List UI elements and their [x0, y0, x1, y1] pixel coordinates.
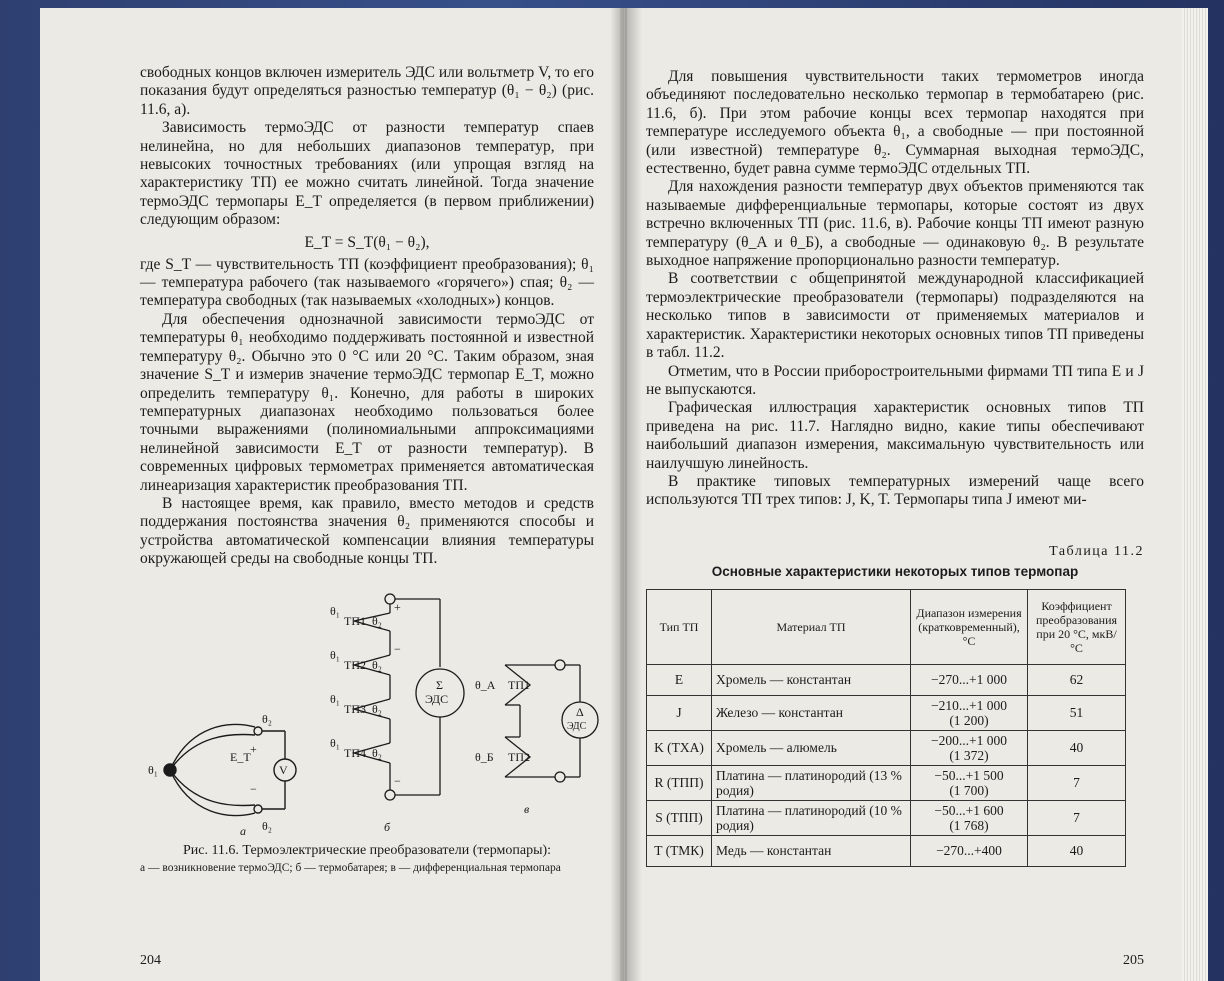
label-theta1: θ₁: [330, 603, 340, 618]
table-row: [647, 664, 1126, 695]
table-row: [647, 695, 1126, 730]
cell-type: K (ТХА): [647, 730, 712, 765]
column-header: Тип ТП: [647, 589, 712, 664]
cell-type: S (ТПП): [647, 800, 712, 835]
paragraph: Для обеспечения однозначной зависимости термоЭДС от температуры θ₁ необходимо поддерживать постоянной и известной температуру θ₂. Обычно это 0 °С или 20 °С. Таким образом, зная значение S_T и измерив значение термоЭДС термопар E_T, можно определить температуру θ₁. Конечно, для работы в широких температурных диапазонах необходимо пользоваться более точными выражениями (полиномиальными аппроксимациями нелинейной зависимости E_T от разности температур). В современных цифровых термометрах применяется автоматическая линеаризация характеристик преобразования ТП.: [140, 310, 594, 494]
label-minus: −: [394, 641, 401, 656]
table-label: Таблица 11.2: [1049, 543, 1144, 559]
figure-caption-sub: а — возникновение термоЭДС; б — термобатарея; в — дифференциальная термопара: [140, 861, 561, 874]
column-header: Материал ТП: [712, 589, 911, 664]
label-sum: Σ: [436, 677, 443, 692]
cell-material: Железо — константан: [712, 695, 911, 730]
label-theta1: θ₁: [148, 762, 158, 777]
label-theta2: θ₂: [372, 701, 382, 716]
page-right: [624, 8, 1184, 981]
table-row: [647, 730, 1126, 765]
label-v: V: [279, 762, 288, 777]
column-header: Коэффициент преобразования при 20 °С, мкВ/°С: [1028, 589, 1126, 664]
cell-coef: 7: [1028, 765, 1126, 800]
table-row: [647, 800, 1126, 835]
label-theta2: θ₂: [262, 818, 272, 833]
cell-type: R (ТПП): [647, 765, 712, 800]
table-title: Основные характеристики некоторых типов термопар: [711, 563, 1079, 579]
cell-material: Медь — константан: [712, 835, 911, 866]
label-theta-b: θ_Б: [475, 749, 494, 764]
figure-caption: Рис. 11.6. Термоэлектрические преобразователи (термопары):: [182, 842, 552, 858]
label-theta2: θ₂: [372, 657, 382, 672]
cell-type: E: [647, 664, 712, 695]
diagram-a: [164, 724, 296, 815]
label-theta1: θ₁: [330, 735, 340, 750]
cell-coef: 40: [1028, 835, 1126, 866]
cell-range: −210...+1 000 (1 200): [911, 695, 1028, 730]
label-a: а: [240, 823, 246, 835]
table-header-row: [647, 589, 1126, 664]
page-number: 204: [140, 953, 161, 968]
table-row: [647, 835, 1126, 866]
table-row: [647, 765, 1126, 800]
cell-type: T (ТМК): [647, 835, 712, 866]
page-number: 205: [1123, 953, 1144, 968]
label-tp3: ТП3: [344, 701, 366, 716]
label-plus: +: [394, 599, 401, 614]
label-theta1: θ₁: [330, 691, 340, 706]
cell-coef: 62: [1028, 664, 1126, 695]
paragraph: В соответствии с общепринятой международной классификацией термоэлектрические преобразователи (термопары) подразделяются на несколько типов в зависимости от применяемых материалов и характеристик. Характеристики некоторых основных типов ТП приведены в табл. 11.2.: [646, 270, 1144, 362]
figure-11-6: [140, 585, 594, 835]
cell-range: −200...+1 000 (1 372): [911, 730, 1028, 765]
label-theta2: θ₂: [372, 745, 382, 760]
open-book: [40, 8, 1208, 981]
cell-range: −50...+1 500 (1 700): [911, 765, 1028, 800]
paragraph: В практике типовых температурных измерений чаще всего используются ТП трех типов: J, K, T. Термопары типа J имеют ми-: [646, 472, 1144, 509]
cell-range: −50...+1 600 (1 768): [911, 800, 1028, 835]
label-minus: −: [394, 773, 401, 788]
label-theta-a: θ_A: [475, 677, 496, 692]
cell-material: Хромель — константан: [712, 664, 911, 695]
cell-coef: 40: [1028, 730, 1126, 765]
label-et: E_T: [230, 749, 251, 764]
label-plus: +: [250, 741, 257, 756]
cell-range: −270...+1 000: [911, 664, 1028, 695]
label-eds: ЭДС: [425, 691, 449, 706]
label-minus: −: [250, 781, 257, 796]
cell-range: −270...+400: [911, 835, 1028, 866]
label-eds: ЭДС: [567, 720, 587, 732]
page-left: [40, 8, 620, 981]
cell-material: Хромель — алюмель: [712, 730, 911, 765]
label-b: б: [384, 819, 391, 834]
paragraph: свободных концов включен измеритель ЭДС или вольтметр V, то его показания будут определяться разностью температур (θ₁ − θ₂) (рис. 11.6, а).: [140, 64, 594, 118]
formula: E_T = S_T(θ₁ − θ₂),: [304, 233, 430, 251]
paragraph: где S_T — чувствительность ТП (коэффициент преобразования); θ₁ — температура рабочего (так называемого «горячего») спая; θ₂ — температура свободных (так называемых «холодных») концов.: [140, 255, 594, 310]
cell-coef: 7: [1028, 800, 1126, 835]
page-edges: [1182, 8, 1208, 981]
paragraph: Графическая иллюстрация характеристик основных типов ТП приведена на рис. 11.7. Наглядно видно, какие типы обеспечивают наибольший диапазон измерения, максимальную чувствительность или наилучшую линейность.: [646, 399, 1144, 472]
label-tp1: ТП1: [344, 613, 366, 628]
paragraph: Отметим, что в России приборостроительными фирмами ТП типа E и J не выпускаются.: [646, 362, 1144, 398]
label-tp2: ТП2: [508, 749, 530, 764]
label-v-sub: в: [524, 801, 530, 816]
thermocouple-table: [646, 589, 1126, 867]
label-theta2: θ₂: [262, 711, 272, 726]
label-tp1: ТП1: [508, 677, 530, 692]
label-theta1: θ₁: [330, 647, 340, 662]
paragraph: В настоящее время, как правило, вместо методов и средств поддержания постоянства значения θ₂ применяются способы и устройства автоматической компенсации влияния температуры окружающей среды на свободные концы ТП.: [140, 494, 594, 568]
label-tp4: ТП4: [344, 745, 366, 760]
column-header: Диапазон измерения (кратковременный), °С: [911, 589, 1028, 664]
cell-coef: 51: [1028, 695, 1126, 730]
cell-material: Платина — платинородий (13 % родия): [712, 765, 911, 800]
label-tp2: ТП2: [344, 657, 366, 672]
paragraph: Для нахождения разности температур двух объектов применяются так называемые дифференциальные термопары, которые состоят из двух встречно включенных ТП (рис. 11.6, в). Рабочие концы ТП имеют разную температуру (θ_A и θ_Б), а свободные — одинаковую θ₂. В результате выходное напряжение пропорционально разности температур.: [646, 178, 1144, 270]
label-theta2: θ₂: [372, 613, 382, 628]
cell-material: Платина — платинородий (10 % родия): [712, 800, 911, 835]
book-gutter: [610, 8, 642, 981]
paragraph: Зависимость термоЭДС от разности температур спаев нелинейна, но для небольших диапазонов температур, при невысоких точностных требованиях (или упрощая взгляд на характеристику ТП) ее можно считать линейной. Тогда значение термоЭДС термопары E_T определяется (в первом приближении) следующим образом:: [140, 119, 594, 229]
paragraph: Для повышения чувствительности таких термометров иногда объединяют последовательно несколько термопар в термобатарею (рис. 11.6, б). При этом рабочие концы всех термопар находятся при температуре исследуемого объекта θ₁, а свободные — при постоянной (или известной) температуре θ₂. Суммарная выходная термоЭДС, естественно, будет равна сумме термоЭДС отдельных ТП.: [646, 68, 1144, 178]
label-delta: Δ: [576, 704, 584, 719]
cell-type: J: [647, 695, 712, 730]
